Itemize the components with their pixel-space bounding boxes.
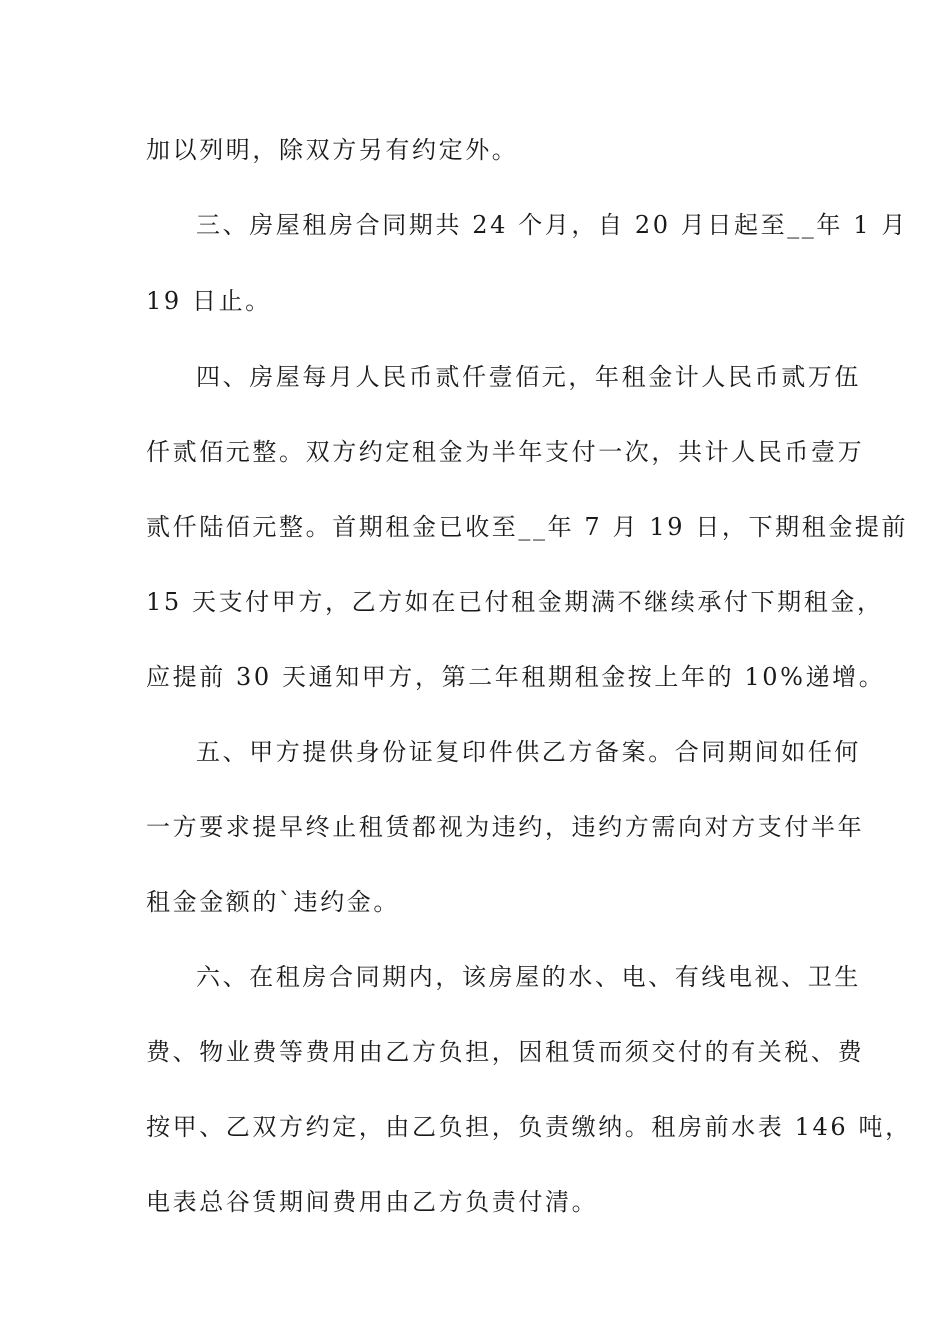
clause-6-line-2: 费、物业费等费用由乙方负担，因租赁而须交付的有关税、费 bbox=[146, 1038, 865, 1066]
clause-4-line-2: 仟贰佰元整。双方约定租金为半年支付一次，共计人民币壹万 bbox=[146, 438, 865, 466]
clause-4-line-5: 应提前 30 天通知甲方，第二年租期租金按上年的 10%递增。 bbox=[146, 663, 886, 691]
clause-6-line-3: 按甲、乙双方约定，由乙负担，负责缴纳。租房前水表 146 吨， bbox=[146, 1113, 912, 1141]
clause-6-line-4: 电表总谷赁期间费用由乙方负责付清。 bbox=[146, 1188, 599, 1216]
clause-4-line-3: 贰仟陆佰元整。首期租金已收至__年 7 月 19 日，下期租金提前 bbox=[146, 513, 909, 541]
clause-5-line-3: 租金金额的`违约金。 bbox=[146, 888, 400, 916]
clause-6-line-1: 六、在租房合同期内，该房屋的水、电、有线电视、卫生 bbox=[196, 963, 861, 991]
clause-5-line-1: 五、甲方提供身份证复印件供乙方备案。合同期间如任何 bbox=[196, 738, 861, 766]
clause-3-line-2: 19 日止。 bbox=[146, 287, 272, 315]
clause-5-line-2: 一方要求提早终止租赁都视为违约，违约方需向对方支付半年 bbox=[146, 813, 865, 841]
clause-4-line-4: 15 天支付甲方，乙方如在已付租金期满不继续承付下期租金， bbox=[146, 588, 884, 616]
clause-3-line-1: 三、房屋租房合同期共 24 个月，自 20 月日起至__年 1 月 bbox=[196, 211, 908, 239]
clause-4-line-1: 四、房屋每月人民币贰仟壹佰元，年租金计人民币贰万伍 bbox=[196, 363, 861, 391]
text-line-1: 加以列明，除双方另有约定外。 bbox=[146, 136, 519, 164]
